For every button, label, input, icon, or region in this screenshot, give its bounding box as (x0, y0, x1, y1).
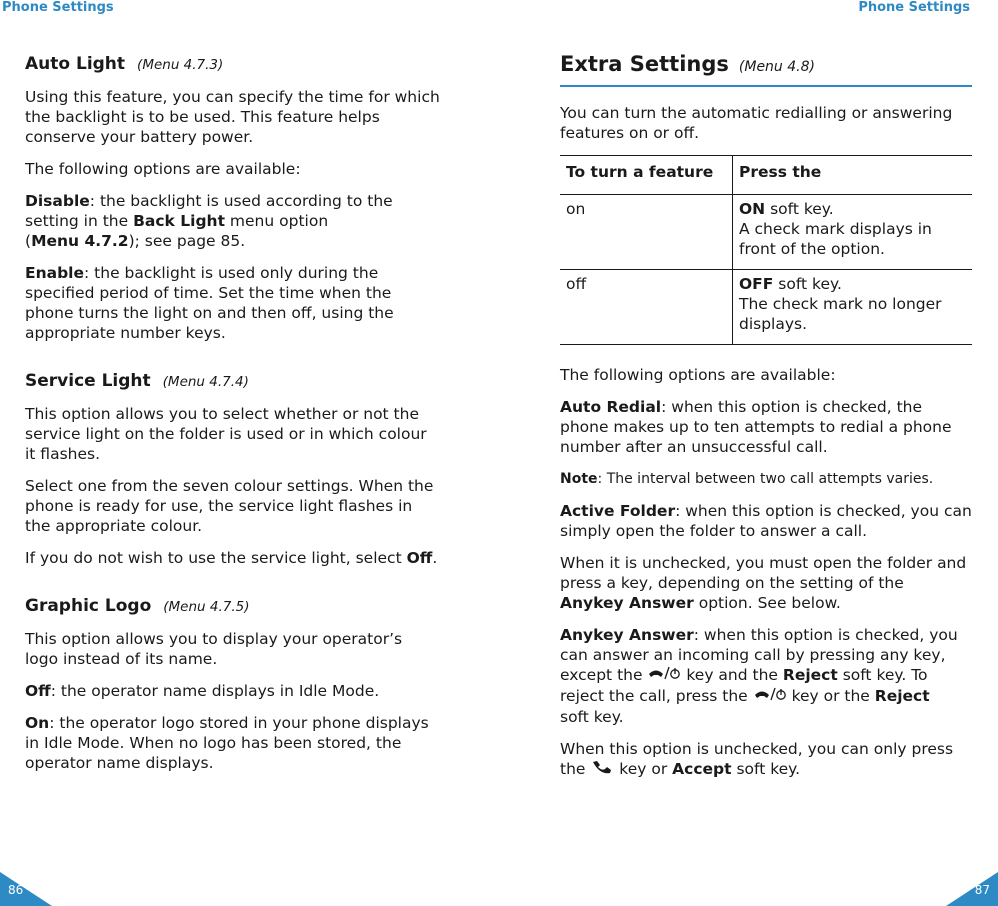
service-light-p2: Select one from the seven colour settings. When the phone is ready for use, the service light flashes in the appropriate colour. (25, 477, 434, 535)
right-page (560, 52, 972, 792)
last-paragraph: When this option is unchecked, you can only press the key or Accept soft key. (560, 740, 954, 778)
active-folder-option: Active Folder: when this option is checked, you can simply open the folder to answer a call. (560, 502, 972, 540)
unchecked-paragraph: When it is unchecked, you must open the folder and press a key, depending on the setting of the Anykey Answer option. See below. (560, 554, 967, 612)
auto-light-heading: Auto Light (Menu 4.7.3) (25, 54, 224, 74)
service-light-p3: If you do not wish to use the service light, select Off. (25, 549, 438, 567)
menu-ref: (Menu 4.7.3) (137, 57, 224, 73)
disable-option: Disable: the backlight is used according to the setting in the Back Light menu option (Menu 4.7.2); see page 85. (25, 192, 393, 250)
service-light-p1: This option allows you to select whether or not the service light on the folder is used or in which colour it flashes. (25, 405, 427, 463)
table-cell: off (560, 270, 733, 345)
left-page (25, 52, 440, 785)
table-header-row (560, 156, 972, 195)
extra-settings-heading: Extra Settings (Menu 4.8) (560, 52, 972, 87)
menu-ref: (Menu 4.8) (738, 59, 815, 75)
table-cell: ON soft key. A check mark displays in front of the option. (733, 195, 973, 270)
page-number-right: 87 (946, 872, 998, 906)
graphic-logo-heading: Graphic Logo (Menu 4.7.5) (25, 596, 250, 616)
graphic-logo-intro: This option allows you to display your operator’s logo instead of its name. (25, 630, 403, 668)
header-right: Phone Settings (858, 0, 970, 15)
menu-ref: (Menu 4.7.5) (163, 599, 250, 615)
auto-redial-option: Auto Redial: when this option is checked, the phone makes up to ten attempts to redial a phone number after an unsuccessful call. (560, 398, 952, 456)
off-option: Off: the operator name displays in Idle Mode. (25, 682, 380, 700)
table-row (560, 195, 972, 270)
anykey-answer-option: Anykey Answer: when this option is checked, you can answer an incoming call by pressing any key, except the key and the Reject soft key. To reject the call, press the key or the Reject soft key. (560, 626, 958, 726)
options-intro: The following options are available: (560, 366, 836, 384)
table-cell: on (560, 195, 733, 270)
menu-ref: (Menu 4.7.4) (162, 374, 249, 390)
service-light-heading: Service Light (Menu 4.7.4) (25, 371, 249, 391)
send-key-icon (590, 759, 614, 780)
on-option: On: the operator logo stored in your phone displays in Idle Mode. When no logo has been stored, the operator name displays. (25, 714, 429, 772)
table-header: Press the (733, 156, 973, 195)
end-power-key-icon (753, 686, 787, 707)
table-cell: OFF soft key. The check mark no longer displays. (733, 270, 973, 345)
feature-table (560, 155, 972, 345)
extra-settings-intro: You can turn the automatic redialling or answering features on or off. (560, 104, 953, 142)
options-intro: The following options are available: (25, 160, 301, 178)
table-header: To turn a feature (560, 156, 733, 195)
auto-light-intro: Using this feature, you can specify the time for which the backlight is to be used. This feature helps conserve your battery power. (25, 88, 440, 146)
note: Note: The interval between two call attempts varies. (560, 471, 934, 487)
table-row (560, 270, 972, 345)
header-left: Phone Settings (2, 0, 114, 15)
end-power-key-icon (647, 665, 681, 686)
page-number-left: 86 (0, 872, 52, 906)
enable-option: Enable: the backlight is used only during the specified period of time. Set the time when the phone turns the light on and then off, using the appropriate number keys. (25, 264, 394, 342)
